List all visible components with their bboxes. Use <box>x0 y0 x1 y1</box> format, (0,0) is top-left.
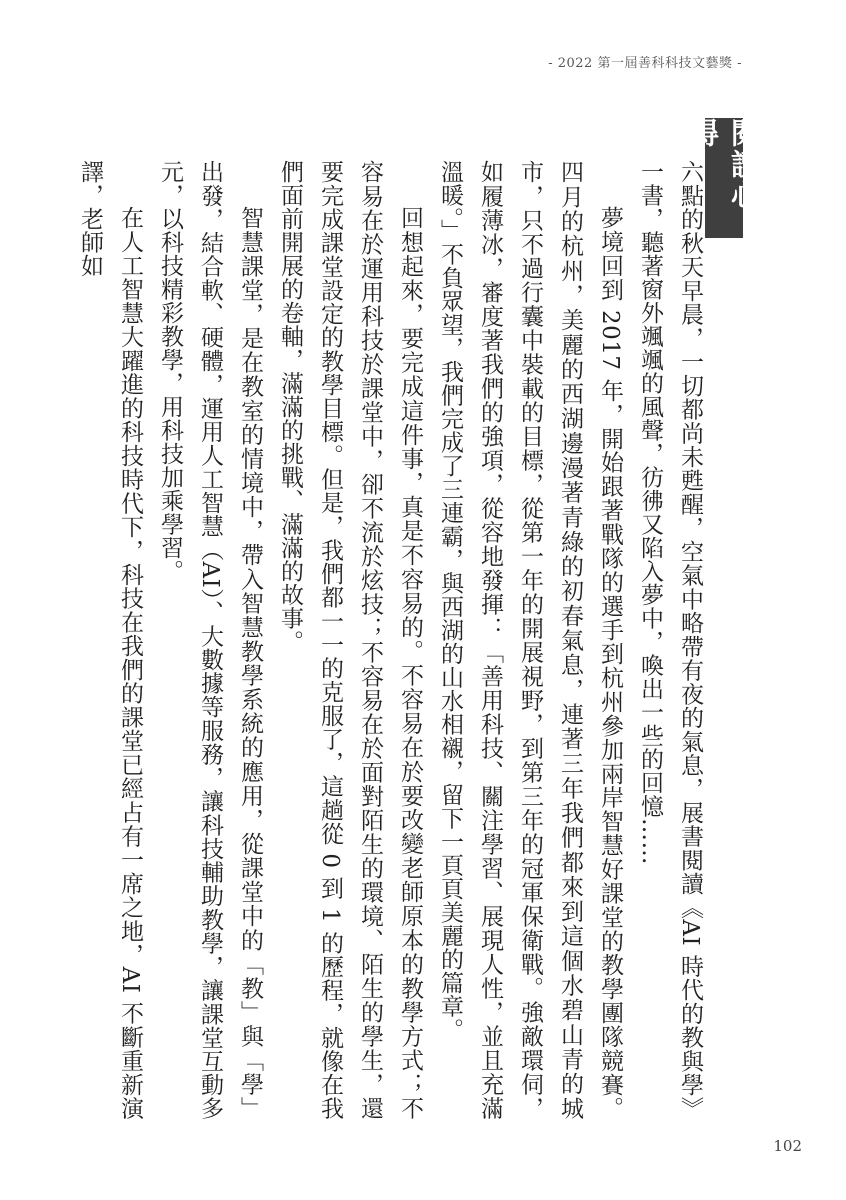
paragraph: 智慧課堂，是在教室的情境中，帶入智慧教學系統的應用，從課堂中的「教」與「學」出發，結合軟、硬體，運用人工智慧（AI）、大數據等服務，讓科技輔助教學，讓課堂互動多元，以科技精彩教學，用科技加乘學習。 <box>157 160 263 1120</box>
page-number: 102 <box>773 1137 802 1155</box>
section-badge: 閱讀心得 <box>705 118 743 238</box>
running-header: - 2022 第一屆善科科技文藝獎 - <box>548 56 742 71</box>
paragraph: 六點的秋天早晨，一切都尚未甦醒，空氣中略帶有夜的氣息，展書閱讀《AI 時代的教與學》一書，聽著窗外颯颯的風聲，彷彿又陷入夢中，喚出一些的回憶…… <box>637 160 703 1120</box>
paragraph: 夢境回到 2017 年，開始跟著戰隊的選手到杭州參加兩岸智慧好課堂的教學團隊競賽。四月的杭州，美麗的西湖邊漫著青綠的初春氣息，連著三年我們都來到這個水碧山青的城市，只不過行囊中裝載的目標，從第一年的開展視野，到第三年的冠軍保衛戰。強敵環伺，如履薄冰，審度著我們的強項，從容地發揮：「善用科技、關注學習、展現人性，並且充滿溫暖。」不負眾望，我們完成了三連霸，與西湖的山水相襯，留下一頁頁美麗的篇章。 <box>437 160 623 1120</box>
paragraph: 回想起來，要完成這件事，真是不容易的。不容易在於要改變老師原本的教學方式；不容易在於運用科技於課堂中，卻不流於炫技；不容易在於面對陌生的環境、陌生的學生，還要完成課堂設定的教學目標。但是，我們都一一的克服了，這趟從 0 到 1 的歷程，就像在我們面前開展的卷軸，滿滿的挑戰、滿滿的故事。 <box>277 160 423 1120</box>
body-text <box>77 160 710 1120</box>
paragraph: 在人工智慧大躍進的科技時代下，科技在我們的課堂已經占有一席之地，AI 不斷重新演譯，老師如 <box>77 160 143 1120</box>
